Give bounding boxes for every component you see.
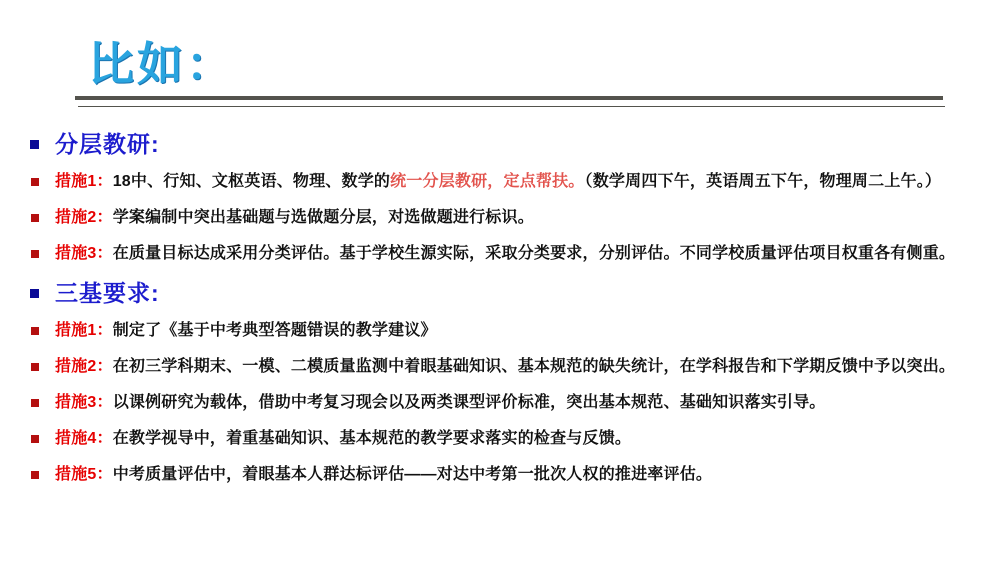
measure-segment: 制定了《基于中考典型答题错误的教学建议》 — [112, 322, 437, 339]
title-divider — [75, 96, 943, 107]
square-bullet-icon — [28, 279, 55, 298]
section-heading: 三基要求: — [55, 280, 160, 306]
measure-segment: 在初三学科期末、一模、二模质量监测中着眼基础知识、基本规范的缺失统计，在学科报告和下学期反馈中予以突出。 — [112, 358, 956, 375]
measure-label: 措施1： — [55, 173, 113, 190]
measure-segment: 学案编制中突出基础题与选做题分层，对选做题进行标识。 — [112, 209, 534, 226]
slide-body — [28, 122, 980, 500]
square-bullet-icon — [28, 243, 55, 258]
measure-segment: （数学周四下午，英语周五下午，物理周二上午。） — [584, 173, 942, 190]
measure-row — [28, 356, 980, 378]
measure-row — [28, 171, 980, 193]
measure-text — [55, 243, 955, 265]
measure-text — [55, 464, 712, 486]
measure-text — [55, 171, 941, 193]
measure-label: 措施3： — [55, 245, 113, 262]
measure-row — [28, 464, 980, 486]
measure-row — [28, 243, 980, 265]
title-divider-thin-line — [78, 106, 945, 107]
measure-label: 措施1： — [55, 322, 113, 339]
slide-title: 比如： — [88, 38, 235, 90]
measure-segment: 以课例研究为载体，借助中考复习现会以及两类课型评价标准，突出基本规范、基础知识落实引导。 — [112, 394, 826, 411]
square-bullet-icon — [28, 464, 55, 479]
square-bullet-icon — [28, 207, 55, 222]
measure-label: 措施2： — [55, 209, 113, 226]
measure-text — [55, 320, 437, 342]
square-bullet-icon — [28, 320, 55, 335]
square-bullet-icon — [28, 356, 55, 371]
section-heading: 分层教研: — [55, 131, 160, 157]
section-heading-row — [28, 130, 980, 159]
square-bullet-icon — [28, 392, 55, 407]
measure-segment: 18中、行知、文枢英语、物理、数学的 — [112, 173, 391, 190]
measure-text — [55, 356, 955, 378]
measure-label: 措施4： — [55, 430, 113, 447]
square-bullet-icon — [28, 130, 55, 149]
section-heading-row — [28, 279, 980, 308]
square-bullet-icon — [28, 428, 55, 443]
measure-label: 措施2： — [55, 358, 113, 375]
measure-text — [55, 428, 631, 450]
square-bullet-icon — [28, 171, 55, 186]
measure-row — [28, 428, 980, 450]
measure-segment: 在质量目标达成采用分类评估。基于学校生源实际，采取分类要求，分别评估。不同学校质量评估项目权重各有侧重。 — [112, 245, 956, 262]
measure-text — [55, 207, 534, 229]
measure-row — [28, 392, 980, 414]
measure-row — [28, 320, 980, 342]
measure-text — [55, 392, 826, 414]
measure-row — [28, 207, 980, 229]
measure-segment-highlight: 统一分层教研，定点帮扶。 — [390, 173, 585, 190]
measure-label: 措施5： — [55, 466, 113, 483]
measure-segment: 中考质量评估中，着眼基本人群达标评估——对达中考第一批次人权的推进率评估。 — [112, 466, 713, 483]
measure-segment: 在教学视导中，着重基础知识、基本规范的教学要求落实的检查与反馈。 — [112, 430, 632, 447]
title-divider-thick-line — [75, 96, 943, 100]
measure-label: 措施3： — [55, 394, 113, 411]
